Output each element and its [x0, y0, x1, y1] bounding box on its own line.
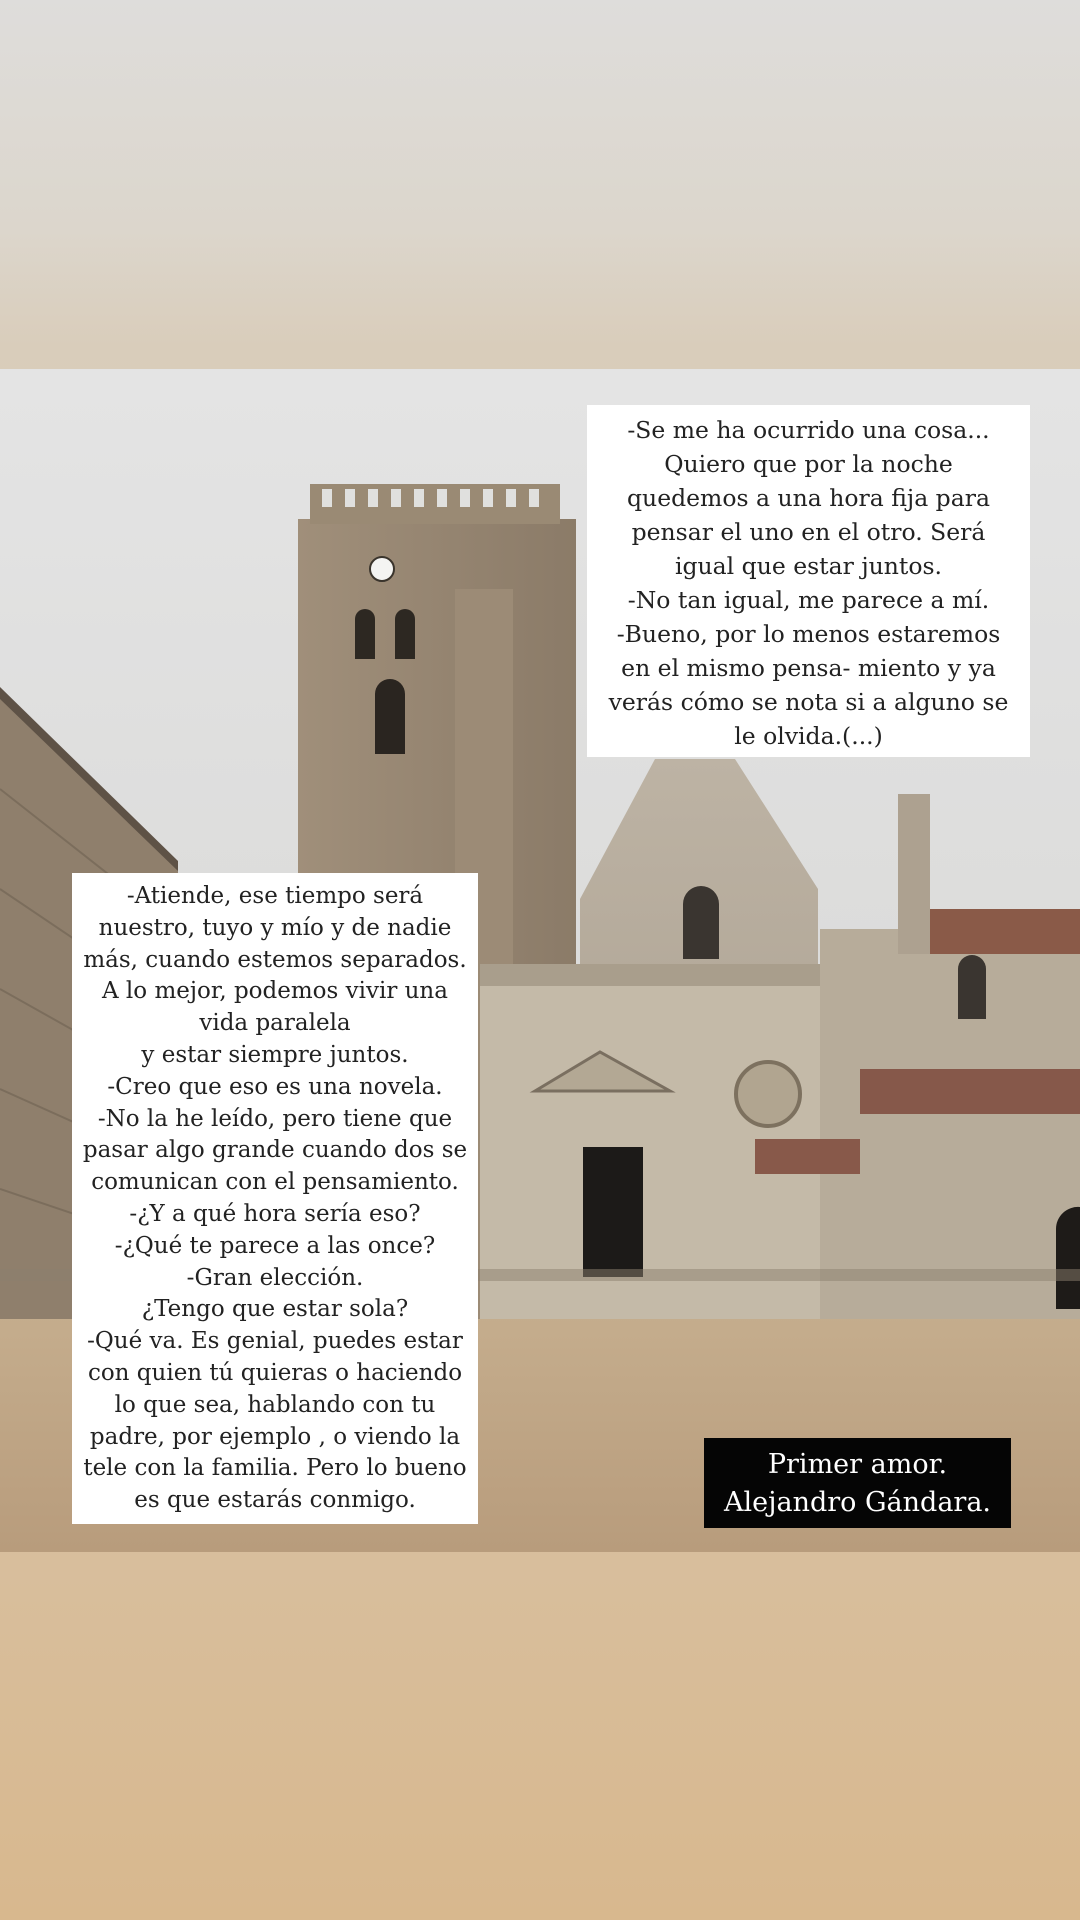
quote-left-line: nuestro, tuyo y mío y de nadie: [98, 914, 452, 941]
quote-top-line: verás cómo se nota si a alguno se: [608, 688, 1009, 716]
quote-left-line: -Qué va. Es genial, puedes estar: [87, 1328, 463, 1355]
quote-left-line: comunican con el pensamiento.: [91, 1169, 459, 1196]
quote-left-line: más, cuando estemos separados.: [83, 946, 467, 973]
quote-left-line: -¿Qué te parece a las once?: [114, 1232, 436, 1259]
quote-left-textbox: [72, 873, 478, 1524]
quote-left-line: lo que sea, hablando con tu: [114, 1391, 436, 1418]
quote-top-textbox: [587, 405, 1030, 757]
quote-left-line: A lo mejor, podemos vivir una: [102, 978, 448, 1005]
quote-left-line: es que estarás conmigo.: [134, 1487, 416, 1514]
quote-left-line: con quien tú quieras o haciendo: [87, 1359, 463, 1386]
quote-left-line: padre, por ejemplo , o viendo la: [89, 1423, 461, 1450]
quote-top-line: le olvida.(...): [734, 722, 883, 750]
quote-left-line: -Creo que eso es una novela.: [107, 1073, 443, 1100]
church-door-shape: [583, 1147, 643, 1277]
quote-left-line: tele con la familia. Pero lo bueno: [83, 1455, 467, 1482]
quote-top-line: Quiero que por la noche: [664, 450, 953, 478]
quote-top-line: pensar el uno en el otro. Será: [631, 518, 986, 546]
quote-top-line: -Bueno, por lo menos estaremos: [616, 620, 1001, 648]
book-author: Alejandro Gándara.: [723, 1487, 992, 1518]
quote-left-line: y estar siempre juntos.: [141, 1041, 409, 1068]
quote-top-line: -No tan igual, me parece a mí.: [627, 586, 990, 614]
clock-shape: [370, 557, 394, 581]
quote-left-line: -¿Y a qué hora sería eso?: [129, 1200, 421, 1227]
quote-left-line: -Atiende, ese tiempo será: [126, 883, 424, 909]
quote-left-line: -No la he leído, pero tiene que: [97, 1105, 453, 1132]
quote-left-line: ¿Tengo que estar sola?: [141, 1296, 409, 1323]
quote-top-line: quedemos a una hora fija para: [627, 484, 990, 512]
quote-top-line: -Se me ha ocurrido una cosa...: [627, 416, 990, 444]
book-title: Primer amor.: [767, 1449, 948, 1480]
quote-top-line: en el mismo pensa- miento y ya: [621, 654, 996, 682]
book-credit-label: [704, 1438, 1011, 1528]
quote-top-line: igual que estar juntos.: [674, 552, 943, 580]
quote-left-line: pasar algo grande cuando dos se: [82, 1137, 468, 1164]
quote-left-line: vida paralela: [199, 1010, 351, 1037]
quote-left-line: -Gran elección.: [186, 1264, 364, 1291]
